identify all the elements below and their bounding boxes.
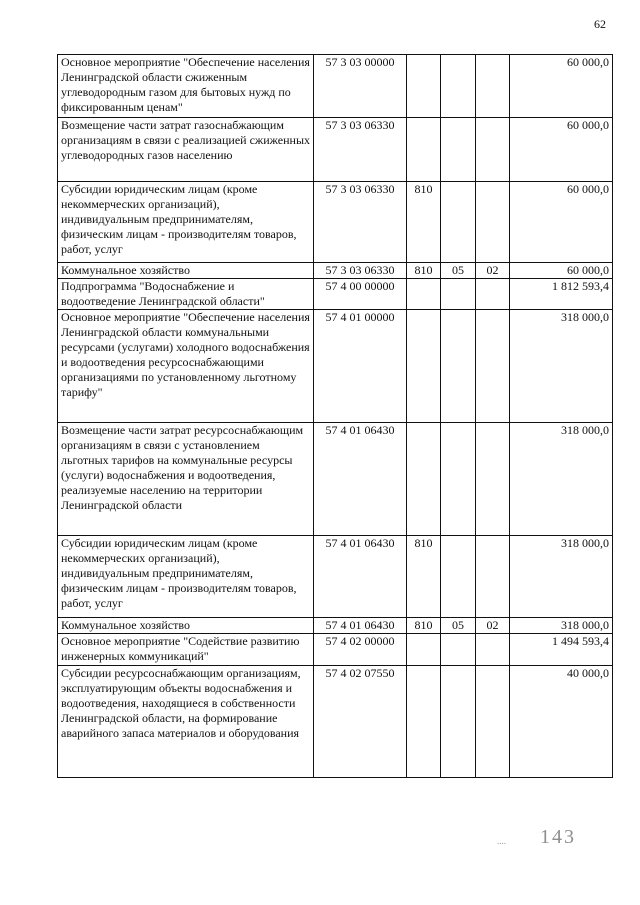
row-amount: 318 000,0 bbox=[510, 536, 613, 618]
row-section bbox=[441, 423, 476, 536]
row-code: 57 4 01 06430 bbox=[314, 423, 407, 536]
row-expense-type: 810 bbox=[407, 182, 441, 263]
row-subsection bbox=[476, 279, 510, 310]
row-amount: 1 812 593,4 bbox=[510, 279, 613, 310]
row-subsection bbox=[476, 423, 510, 536]
row-name: Субсидии юридическим лицам (кроме некоммерческих организаций), индивидуальным предпринимателям, физическим лицам - производителям товаров, работ, услуг bbox=[58, 182, 314, 263]
row-code: 57 3 03 00000 bbox=[314, 55, 407, 118]
row-name: Возмещение части затрат ресурсоснабжающим организациям в связи с установлением льготных тарифов на коммунальные ресурсы (услуги) водоснабжения и водоотведения, реализуемые населению на территории Ленинградской области bbox=[58, 423, 314, 536]
table-row bbox=[58, 618, 613, 634]
row-section: 05 bbox=[441, 263, 476, 279]
table-row bbox=[58, 182, 613, 263]
footer-dots: .... bbox=[497, 836, 506, 846]
row-code: 57 4 01 06430 bbox=[314, 618, 407, 634]
row-subsection: 02 bbox=[476, 618, 510, 634]
row-expense-type: 810 bbox=[407, 536, 441, 618]
row-name: Основное мероприятие "Обеспечение населения Ленинградской области сжиженным углеводородным газом для бытовых нужд по фиксированным ценам" bbox=[58, 55, 314, 118]
row-expense-type bbox=[407, 55, 441, 118]
table-row bbox=[58, 55, 613, 118]
row-code: 57 4 01 06430 bbox=[314, 536, 407, 618]
row-section bbox=[441, 536, 476, 618]
row-expense-type: 810 bbox=[407, 618, 441, 634]
row-amount: 1 494 593,4 bbox=[510, 634, 613, 666]
table-row bbox=[58, 536, 613, 618]
row-name: Подпрограмма "Водоснабжение и водоотведение Ленинградской области" bbox=[58, 279, 314, 310]
table-row bbox=[58, 310, 613, 423]
row-subsection bbox=[476, 310, 510, 423]
row-section bbox=[441, 55, 476, 118]
row-subsection bbox=[476, 118, 510, 182]
row-name: Субсидии юридическим лицам (кроме некоммерческих организаций), индивидуальным предпринимателям, физическим лицам - производителям товаров, работ, услуг bbox=[58, 536, 314, 618]
row-code: 57 4 01 00000 bbox=[314, 310, 407, 423]
row-section bbox=[441, 310, 476, 423]
row-subsection bbox=[476, 634, 510, 666]
row-amount: 60 000,0 bbox=[510, 55, 613, 118]
row-name: Коммунальное хозяйство bbox=[58, 263, 314, 279]
table-row bbox=[58, 279, 613, 310]
table-row bbox=[58, 263, 613, 279]
row-expense-type: 810 bbox=[407, 263, 441, 279]
row-subsection: 02 bbox=[476, 263, 510, 279]
stamp-number: 143 bbox=[540, 826, 576, 848]
row-name: Основное мероприятие "Обеспечение населения Ленинградской области коммунальными ресурсами (услугами) холодного водоснабжения и водоотведения ресурсоснабжающими организациями по установленному льготному тарифу" bbox=[58, 310, 314, 423]
row-code: 57 3 03 06330 bbox=[314, 263, 407, 279]
budget-table bbox=[57, 54, 613, 778]
row-name: Основное мероприятие "Содействие развитию инженерных коммуникаций" bbox=[58, 634, 314, 666]
row-section bbox=[441, 634, 476, 666]
row-subsection bbox=[476, 182, 510, 263]
row-expense-type bbox=[407, 634, 441, 666]
row-expense-type bbox=[407, 279, 441, 310]
row-code: 57 4 00 00000 bbox=[314, 279, 407, 310]
row-code: 57 4 02 07550 bbox=[314, 666, 407, 778]
row-name: Субсидии ресурсоснабжающим организациям, эксплуатирующим объекты водоснабжения и водоотведения, находящиеся в собственности Ленинградской области, на формирование аварийного запаса материалов и оборудования bbox=[58, 666, 314, 778]
row-amount: 40 000,0 bbox=[510, 666, 613, 778]
row-expense-type bbox=[407, 666, 441, 778]
row-expense-type bbox=[407, 423, 441, 536]
row-expense-type bbox=[407, 118, 441, 182]
row-subsection bbox=[476, 536, 510, 618]
row-amount: 318 000,0 bbox=[510, 310, 613, 423]
table-row bbox=[58, 634, 613, 666]
row-amount: 318 000,0 bbox=[510, 618, 613, 634]
row-name: Возмещение части затрат газоснабжающим организациям в связи с реализацией сжиженных углеводородных газов населению bbox=[58, 118, 314, 182]
row-amount: 60 000,0 bbox=[510, 263, 613, 279]
row-section: 05 bbox=[441, 618, 476, 634]
table-row bbox=[58, 666, 613, 778]
row-section bbox=[441, 666, 476, 778]
row-name: Коммунальное хозяйство bbox=[58, 618, 314, 634]
row-amount: 60 000,0 bbox=[510, 182, 613, 263]
row-code: 57 4 02 00000 bbox=[314, 634, 407, 666]
page-number: 62 bbox=[594, 17, 606, 31]
row-code: 57 3 03 06330 bbox=[314, 182, 407, 263]
table-row bbox=[58, 118, 613, 182]
row-section bbox=[441, 182, 476, 263]
row-subsection bbox=[476, 666, 510, 778]
table-row bbox=[58, 423, 613, 536]
row-subsection bbox=[476, 55, 510, 118]
row-section bbox=[441, 279, 476, 310]
row-section bbox=[441, 118, 476, 182]
row-amount: 318 000,0 bbox=[510, 423, 613, 536]
row-amount: 60 000,0 bbox=[510, 118, 613, 182]
row-code: 57 3 03 06330 bbox=[314, 118, 407, 182]
row-expense-type bbox=[407, 310, 441, 423]
